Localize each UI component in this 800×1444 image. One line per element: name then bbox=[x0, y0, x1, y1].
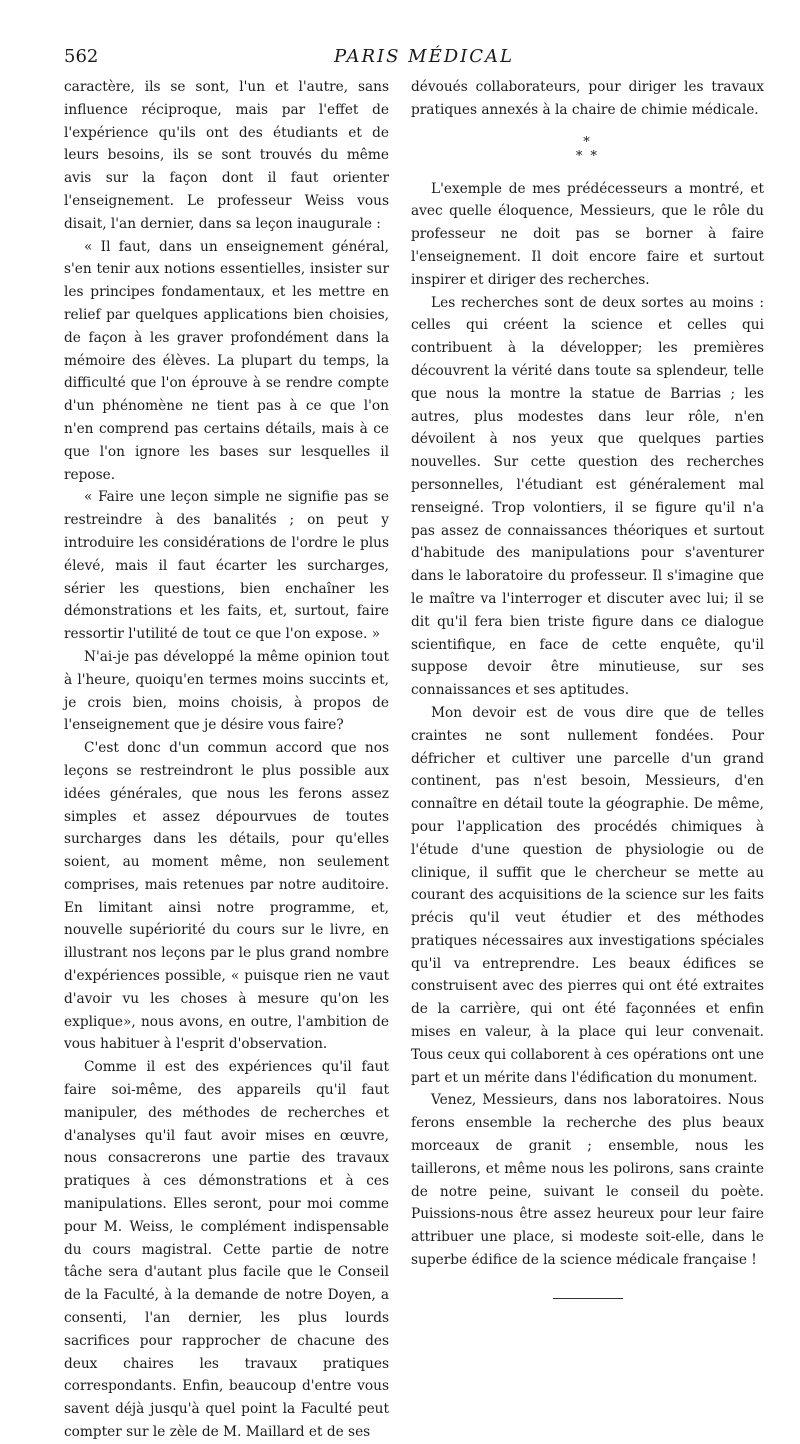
paragraph: C'est donc d'un commun accord que nos leçons se restreindront le plus possible aux idées générales, que nous les ferons assez simples et assez dépourvues de toutes surcharges dans les détails, pour qu'elles soient, au moment même, non seulement comprises, mais retenues par notre auditoire. En limitant ainsi notre programme, et, nouvelle supériorité du cours sur le livre, en illustrant nos leçons par le plus grand nombre d'expériences possible, « puisque rien ne vaut d'avoir vu les choses à mesure qu'on les explique», nous avons, en outre, l'ambition de vous habituer à l'esprit d'observation. bbox=[64, 740, 389, 1053]
running-title: PARIS MÉDICAL bbox=[334, 46, 515, 67]
asterism-top: * bbox=[583, 134, 592, 150]
end-rule bbox=[553, 1298, 623, 1299]
paragraph: caractère, ils se sont, l'un et l'autre, sans influence réciproque, mais par l'effet de l'expérience qu'ils ont des étudiants et de leurs besoins, ils se sont trouvés du même avis sur la façon dont il faut orienter l'enseignement. Le professeur Weiss vous disait, l'an dernier, dans sa leçon inaugurale : bbox=[64, 79, 389, 232]
paragraph: Comme il est des expériences qu'il faut faire soi-même, des appareils qu'il faut manipuler, des méthodes de recherches et d'analyses qu'il faut avoir mises en œuvre, nous consacrerons une partie des travaux pratiques à ces démonstrations et à ces manipulations. Elles seront, pour moi comme pour M. Weiss, le complément indispensable du cours magistral. Cette partie de notre tâche sera d'autant plus facile que le Conseil de la Faculté, à la demande de notre Doyen, a consenti, l'an dernier, les plus lourds sacrifices pour rapprocher de chacune des deux chaires les travaux pratiques correspondants. Enfin, beaucoup d'entre vous savent déjà jusqu'à quel point la Faculté peut compter sur le zèle de M. Maillard et de ses bbox=[64, 1059, 389, 1441]
paragraph: Mon devoir est de vous dire que de telles craintes ne sont nullement fondées. Pour défricher et cultiver une parcelle d'un grand continent, pas n'est besoin, Messieurs, d'en connaître en détail toute la géographie. De même, pour l'application des procédés chimiques à l'étude d'une question de physiologie ou de clinique, il suffit que le chercheur se mette au courant des acquisitions de la science sur les faits précis qu'il veut étudier et des méthodes pratiques nécessaires aux investigations spéciales qu'il va entreprendre. Les beaux édifices se construisent avec des pierres qui ont été extraites de la carrière, qui ont été façonnées et enfin mises en valeur, à la place qui leur convenait. Tous ceux qui collaborent à ces opérations ont une part et un mérite dans l'édification du monument. bbox=[411, 704, 764, 1086]
page-header bbox=[64, 40, 764, 76]
paragraph: N'ai-je pas développé la même opinion tout à l'heure, quoiqu'en termes moins succints et, je crois bien, moins choisis, à propos de l'enseignement que je désire vous faire? bbox=[64, 648, 389, 734]
paragraph: L'exemple de mes prédécesseurs a montré, et avec quelle éloquence, Messieurs, que le rôle du professeur ne doit pas se borner à faire l'enseignement. Il doit encore faire et surtout inspirer et diriger des recherches. bbox=[411, 180, 764, 288]
paragraph: Venez, Messieurs, dans nos laboratoires. Nous ferons ensemble la recherche des plus beaux morceaux de granit ; ensemble, nous les taillerons, et même nous les polirons, sans crainte de notre peine, suivant le conseil du poète. Puissions-nous être assez heureux pour leur faire attribuer une place, si modeste soit-elle, dans le superbe édifice de la science médicale française ! bbox=[411, 1092, 764, 1269]
asterism-bottom: * * bbox=[575, 148, 600, 164]
right-column bbox=[411, 76, 764, 1299]
section-break-asterism bbox=[411, 136, 764, 164]
quote-paragraph: « Il faut, dans un enseignement général, s'en tenir aux notions essentielles, insister sur les principes fondamentaux, et les mettre en relief par quelques applications bien choisies, de façon à les graver profondément dans la mémoire des élèves. La plupart du temps, la difficulté que l'on éprouve à se rendre compte d'un phénomène ne tient pas à ce que l'on n'en comprend pas certains détails, mais à ce que l'on ignore les bases sur lesquelles il repose. bbox=[64, 238, 389, 483]
paragraph: dévoués collaborateurs, pour diriger les travaux pratiques annexés à la chaire de chimie médicale. bbox=[411, 79, 764, 118]
quote-paragraph: « Faire une leçon simple ne signifie pas se restreindre à des banalités ; on peut y introduire les considérations de l'ordre le plus élevé, mais il faut écarter les surcharges, sérier les questions, bien enchaîner les démonstrations et les faits, et, surtout, faire ressortir l'utilité de tout ce que l'on expose. » bbox=[64, 489, 389, 643]
page-number: 562 bbox=[64, 46, 99, 67]
paragraph: Les recherches sont de deux sortes au moins : celles qui créent la science et celles qui contribuent à la développer; les premières découvrent la vérité dans toute sa splendeur, telle que nous la montre la statue de Barrias ; les autres, plus modestes dans leur rôle, n'en dévoilent à nos yeux que quelques parties nouvelles. Sur cette question des recherches personnelles, l'étudiant est généralement mal renseigné. Trop volontiers, il se figure qu'il n'a pas assez de connaissances théoriques et surtout d'habitude des manipulations pour s'aventurer dans le laboratoire du professeur. Il s'imagine que le maître va l'interroger et discuter avec lui; il se dit qu'il fera bien triste figure dans ce dialogue scientifique, en face de cette enquête, qu'il suppose devoir être minutieuse, sur ses connaissances et ses aptitudes. bbox=[411, 294, 764, 699]
left-column bbox=[64, 76, 389, 1444]
